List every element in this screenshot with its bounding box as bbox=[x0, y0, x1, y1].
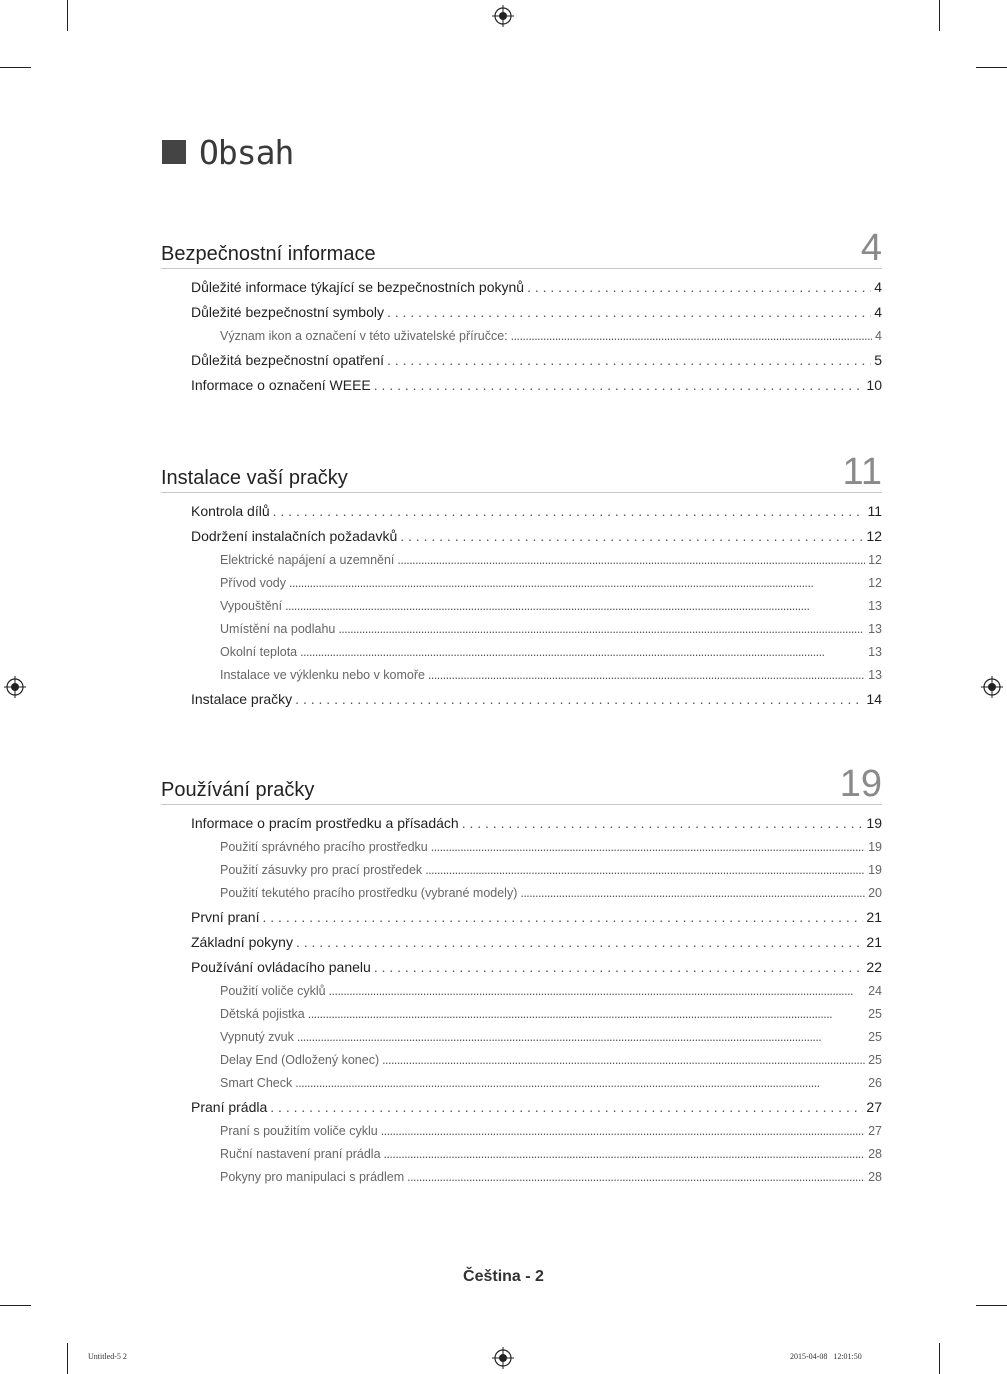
section-header bbox=[161, 764, 882, 805]
toc-subentry[interactable]: Umístění na podlahu . . . 13 bbox=[161, 622, 882, 645]
toc-subentry[interactable]: Ruční nastavení praní prádla . . . 28 bbox=[161, 1147, 882, 1170]
toc-entry[interactable]: Důležitá bezpečnostní opatření . . . 5 bbox=[161, 352, 882, 377]
section-header bbox=[161, 452, 882, 493]
toc-section bbox=[161, 764, 882, 1193]
print-timestamp: 2015-04-08 12:01:50 bbox=[790, 1352, 862, 1361]
toc-entry[interactable]: Používání ovládacího panelu . . . 22 bbox=[161, 959, 882, 984]
section-page-number: 11 bbox=[842, 451, 882, 493]
toc-section bbox=[161, 228, 882, 402]
toc-entry[interactable]: Informace o označení WEEE . . . 10 bbox=[161, 377, 882, 402]
registration-mark-icon bbox=[492, 1347, 514, 1369]
toc-entry[interactable]: Důležité bezpečnostní symboly . . . 4 bbox=[161, 304, 882, 329]
page-footer: Čeština - 2 bbox=[463, 1268, 544, 1285]
section-title: Instalace vaší pračky bbox=[161, 467, 348, 489]
crop-mark bbox=[0, 67, 31, 68]
print-file-label: Untitled-5 2 bbox=[88, 1352, 127, 1361]
toc-subentry[interactable]: Význam ikon a označení v této uživatelské příručce: . . . 4 bbox=[161, 329, 882, 352]
crop-mark bbox=[0, 1305, 31, 1306]
toc-subentry[interactable]: Delay End (Odložený konec) . . . 25 bbox=[161, 1053, 882, 1076]
registration-mark-icon bbox=[981, 676, 1003, 698]
toc-subentry[interactable]: Vypouštění . . . 13 bbox=[161, 599, 882, 622]
toc-section bbox=[161, 452, 882, 716]
registration-mark-icon bbox=[492, 5, 514, 27]
toc-entry[interactable]: Základní pokyny . . . 21 bbox=[161, 934, 882, 959]
toc-subentry[interactable]: Vypnutý zvuk . . . 25 bbox=[161, 1030, 882, 1053]
toc-subentry[interactable]: Použití správného pracího prostředku . . . 19 bbox=[161, 840, 882, 863]
toc-subentry[interactable]: Přívod vody . . . 12 bbox=[161, 576, 882, 599]
section-header bbox=[161, 228, 882, 269]
toc-subentry[interactable]: Smart Check . . . 26 bbox=[161, 1076, 882, 1099]
registration-mark-icon bbox=[4, 676, 26, 698]
toc-subentry[interactable]: Elektrické napájení a uzemnění . . . 12 bbox=[161, 553, 882, 576]
toc-entry[interactable]: Instalace pračky . . . 14 bbox=[161, 691, 882, 716]
page-title-text: Obsah bbox=[199, 132, 294, 172]
toc-subentry[interactable]: Použití zásuvky pro prací prostředek . . . 19 bbox=[161, 863, 882, 886]
crop-mark bbox=[939, 0, 940, 31]
toc-entry[interactable]: Informace o pracím prostředku a přísadách . . . 19 bbox=[161, 815, 882, 840]
crop-mark bbox=[939, 1343, 940, 1374]
toc-entry[interactable]: První praní . . . 21 bbox=[161, 909, 882, 934]
crop-mark bbox=[976, 67, 1007, 68]
title-square-icon bbox=[162, 140, 186, 164]
toc-subentry[interactable]: Použití tekutého pracího prostředku (vybrané modely) . . . 20 bbox=[161, 886, 882, 909]
toc-subentry[interactable]: Praní s použitím voliče cyklu . . . 27 bbox=[161, 1124, 882, 1147]
toc-entry[interactable]: Dodržení instalačních požadavků . . . 12 bbox=[161, 528, 882, 553]
page-title bbox=[162, 132, 293, 172]
toc-entry[interactable]: Kontrola dílů . . . 11 bbox=[161, 503, 882, 528]
section-title: Používání pračky bbox=[161, 779, 315, 801]
toc-subentry[interactable]: Okolní teplota . . . 13 bbox=[161, 645, 882, 668]
toc-subentry[interactable]: Dětská pojistka . . . 25 bbox=[161, 1007, 882, 1030]
toc-entry[interactable]: Praní prádla . . . 27 bbox=[161, 1099, 882, 1124]
section-title: Bezpečnostní informace bbox=[161, 243, 376, 265]
section-page-number: 19 bbox=[839, 763, 882, 805]
toc-subentry[interactable]: Instalace ve výklenku nebo v komoře . . . 13 bbox=[161, 668, 882, 691]
toc-entry[interactable]: Důležité informace týkající se bezpečnostních pokynů . . . 4 bbox=[161, 279, 882, 304]
toc-subentry[interactable]: Pokyny pro manipulaci s prádlem . . . 28 bbox=[161, 1170, 882, 1193]
section-page-number: 4 bbox=[860, 227, 882, 269]
crop-mark bbox=[67, 1343, 68, 1374]
toc-subentry[interactable]: Použití voliče cyklů . . . 24 bbox=[161, 984, 882, 1007]
crop-mark bbox=[976, 1305, 1007, 1306]
crop-mark bbox=[67, 0, 68, 31]
